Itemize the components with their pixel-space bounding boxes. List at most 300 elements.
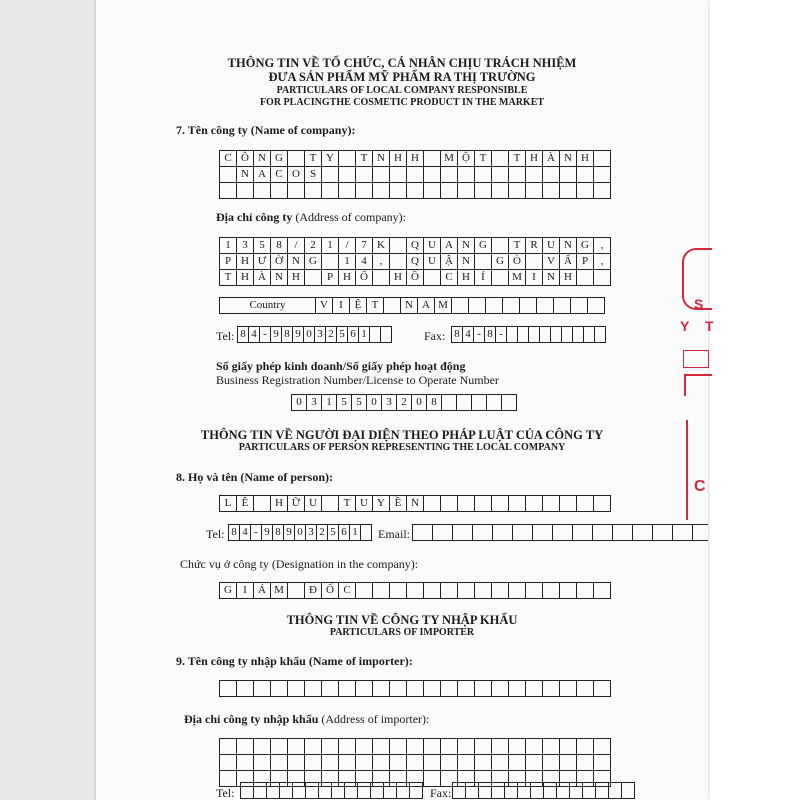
char-box: [339, 167, 356, 183]
char-box: N: [543, 270, 560, 286]
char-box: [271, 183, 288, 199]
char-box: 3: [315, 327, 326, 343]
section-title-en-2: FOR PLACINGTHE COSMETIC PRODUCT IN THE MARKET: [259, 97, 545, 108]
char-box: [356, 167, 373, 183]
char-box: [475, 167, 492, 183]
char-box: N: [407, 496, 424, 512]
char-box: 7: [356, 238, 373, 254]
char-box: [475, 681, 492, 697]
char-box: 8: [271, 238, 288, 254]
char-box: [594, 755, 611, 771]
char-box: N: [560, 151, 577, 167]
char-box: [322, 254, 339, 270]
char-box: [373, 681, 390, 697]
char-box: [293, 783, 306, 799]
char-box: Ê: [237, 496, 254, 512]
section-title-vi-2: ĐƯA SẢN PHẨM MỸ PHẨM RA THỊ TRƯỜNG: [268, 70, 536, 84]
char-box: [442, 395, 457, 411]
char-box: T: [475, 151, 492, 167]
char-box: [390, 254, 407, 270]
char-box: 9: [271, 327, 282, 343]
char-box: [505, 783, 518, 799]
char-box: Ò: [509, 254, 526, 270]
char-box: 6: [348, 327, 359, 343]
char-box: Q: [407, 254, 424, 270]
char-box: ,: [594, 238, 611, 254]
char-box: Q: [407, 238, 424, 254]
char-box: G: [492, 254, 509, 270]
red-seal-text-1: S: [694, 296, 704, 312]
char-box: [384, 298, 401, 314]
char-box: G: [220, 583, 237, 599]
char-box: [594, 681, 611, 697]
char-box: T: [339, 496, 356, 512]
char-box: H: [237, 254, 254, 270]
char-box: N: [560, 238, 577, 254]
char-box: [529, 327, 540, 343]
char-box: [339, 183, 356, 199]
char-box: [237, 739, 254, 755]
char-box: V: [543, 254, 560, 270]
char-box: 1: [339, 254, 356, 270]
char-box: N: [373, 151, 390, 167]
char-box: H: [390, 270, 407, 286]
char-box: [573, 525, 593, 541]
char-box: I: [526, 270, 543, 286]
char-box: [526, 681, 543, 697]
char-box: T: [509, 151, 526, 167]
char-box: Ư: [254, 254, 271, 270]
char-box: [458, 183, 475, 199]
char-box: [503, 298, 520, 314]
license-label-vi: Số giấy phép kinh doanh/Số giấy phép hoạt động: [216, 359, 466, 373]
char-box: [458, 681, 475, 697]
char-box: [220, 183, 237, 199]
char-box: [475, 739, 492, 755]
char-box: [492, 238, 509, 254]
char-box: [441, 681, 458, 697]
char-box: [543, 755, 560, 771]
char-box: M: [435, 298, 452, 314]
char-box: [322, 496, 339, 512]
char-box: Ấ: [560, 254, 577, 270]
char-box: [322, 681, 339, 697]
char-box: [609, 783, 622, 799]
char-box: [577, 496, 594, 512]
char-box: T: [356, 151, 373, 167]
char-box: [537, 298, 554, 314]
char-box: [533, 525, 553, 541]
char-box: [509, 183, 526, 199]
char-box: Y: [322, 151, 339, 167]
char-box: [594, 583, 611, 599]
char-box: [452, 298, 469, 314]
char-box: Ồ: [407, 270, 424, 286]
char-box: O: [288, 167, 305, 183]
char-box: Ố: [322, 583, 339, 599]
char-box: [271, 681, 288, 697]
form-page: [96, 0, 708, 800]
red-seal-box: [683, 350, 709, 368]
char-box: L: [220, 496, 237, 512]
red-seal-text-3: C: [694, 478, 706, 495]
char-box: Í: [475, 270, 492, 286]
company-address-label: Địa chỉ công ty (Address of company):: [216, 210, 406, 224]
char-box: G: [577, 238, 594, 254]
fax-label: Fax:: [424, 329, 446, 343]
license-number-field[interactable]: [291, 394, 517, 411]
char-box: [280, 783, 293, 799]
char-box: [502, 395, 517, 411]
char-box: [424, 270, 441, 286]
char-box: S: [305, 167, 322, 183]
char-box: H: [407, 151, 424, 167]
importer-address-grid[interactable]: [219, 738, 611, 787]
char-box: 0: [412, 395, 427, 411]
char-box: [560, 739, 577, 755]
char-box: [453, 525, 473, 541]
char-box: [492, 270, 509, 286]
char-box: [475, 183, 492, 199]
char-box: 5: [254, 238, 271, 254]
char-box: [653, 525, 673, 541]
char-box: [472, 395, 487, 411]
char-box: T: [509, 238, 526, 254]
char-box: [441, 583, 458, 599]
char-box: [458, 496, 475, 512]
char-box: [507, 327, 518, 343]
char-box: [433, 525, 453, 541]
importer-name-label: 9. Tên công ty nhập khẩu (Name of importer):: [176, 654, 413, 668]
char-box: H: [526, 151, 543, 167]
char-box: [390, 167, 407, 183]
char-box: [306, 783, 319, 799]
char-box: [492, 783, 505, 799]
char-box: [551, 327, 562, 343]
char-box: 2: [317, 525, 328, 541]
char-box: [475, 583, 492, 599]
char-box: [633, 525, 653, 541]
char-box: 4: [463, 327, 474, 343]
char-box: R: [526, 238, 543, 254]
char-box: I: [237, 583, 254, 599]
importer-fax-label: Fax:: [430, 786, 452, 800]
char-box: 1: [350, 525, 361, 541]
char-box: [305, 739, 322, 755]
char-box: M: [271, 583, 288, 599]
char-box: [594, 183, 611, 199]
company-address-grid[interactable]: [219, 237, 611, 286]
char-box: [390, 755, 407, 771]
char-box: [673, 525, 693, 541]
char-box: [526, 183, 543, 199]
char-box: [424, 183, 441, 199]
char-box: [370, 327, 381, 343]
char-box: N: [237, 167, 254, 183]
char-box: C: [271, 167, 288, 183]
char-box: P: [220, 254, 237, 270]
char-box: [543, 739, 560, 755]
char-box: [458, 739, 475, 755]
char-box: A: [441, 238, 458, 254]
char-box: [493, 525, 513, 541]
char-box: [322, 183, 339, 199]
char-box: [254, 739, 271, 755]
red-seal-arc: [684, 374, 712, 396]
char-box: [424, 496, 441, 512]
char-box: -: [260, 327, 271, 343]
char-box: [577, 183, 594, 199]
person-section-title-en: PARTICULARS OF PERSON REPRESENTING THE LOCAL COMPANY: [238, 442, 566, 453]
char-box: U: [356, 496, 373, 512]
char-box: [553, 525, 573, 541]
char-box: [458, 583, 475, 599]
tel-field[interactable]: [237, 326, 392, 343]
char-box: [356, 755, 373, 771]
importer-tel-field[interactable]: [240, 782, 423, 799]
char-box: Ậ: [441, 254, 458, 270]
tel-label: Tel:: [216, 329, 235, 343]
char-box: [594, 739, 611, 755]
char-box: [339, 151, 356, 167]
char-box: C: [441, 270, 458, 286]
char-box: [584, 327, 595, 343]
fax-field[interactable]: [451, 326, 606, 343]
char-box: [526, 254, 543, 270]
char-box: [237, 183, 254, 199]
char-box: H: [339, 270, 356, 286]
char-box: 1: [322, 238, 339, 254]
char-box: [413, 525, 433, 541]
char-box: 6: [339, 525, 350, 541]
char-box: [397, 783, 410, 799]
char-box: Ờ: [271, 254, 288, 270]
char-box: -: [251, 525, 262, 541]
char-box: 3: [307, 395, 322, 411]
char-box: /: [288, 238, 305, 254]
char-box: [560, 183, 577, 199]
char-box: N: [458, 254, 475, 270]
char-box: [407, 583, 424, 599]
char-box: M: [441, 151, 458, 167]
importer-fax-field[interactable]: [452, 782, 635, 799]
char-box: [458, 755, 475, 771]
char-box: V: [316, 298, 333, 314]
char-box: [288, 151, 305, 167]
country-label: Country: [220, 298, 316, 314]
char-box: [492, 496, 509, 512]
char-box: [390, 238, 407, 254]
char-box: [288, 755, 305, 771]
char-box: [518, 327, 529, 343]
char-box: [390, 183, 407, 199]
char-box: [220, 167, 237, 183]
char-box: [492, 167, 509, 183]
char-box: K: [373, 238, 390, 254]
char-box: 2: [397, 395, 412, 411]
char-box: C: [220, 151, 237, 167]
char-box: [509, 739, 526, 755]
char-box: Ữ: [288, 496, 305, 512]
char-box: 0: [304, 327, 315, 343]
char-box: [560, 583, 577, 599]
char-box: Y: [373, 496, 390, 512]
char-box: [693, 525, 708, 541]
char-box: [473, 525, 493, 541]
char-box: [492, 183, 509, 199]
char-box: [390, 739, 407, 755]
char-box: [390, 583, 407, 599]
char-box: [475, 755, 492, 771]
char-box: [475, 496, 492, 512]
char-box: 2: [326, 327, 337, 343]
char-box: [345, 783, 358, 799]
char-box: [361, 525, 372, 541]
char-box: 8: [273, 525, 284, 541]
char-box: [526, 167, 543, 183]
char-box: [543, 681, 560, 697]
char-box: [486, 298, 503, 314]
char-box: [540, 327, 551, 343]
importer-tel-label: Tel:: [216, 786, 235, 800]
char-box: [492, 583, 509, 599]
char-box: [288, 681, 305, 697]
char-box: H: [560, 270, 577, 286]
char-box: 5: [337, 395, 352, 411]
char-box: [373, 183, 390, 199]
char-box: 8: [427, 395, 442, 411]
license-label-en: Business Registration Number/License to Operate Number: [216, 373, 499, 387]
char-box: [322, 755, 339, 771]
char-box: [509, 496, 526, 512]
char-box: [288, 183, 305, 199]
person-section-title-vi: THÔNG TIN VỀ NGƯỜI ĐẠI DIỆN THEO PHÁP LUẬT CỦA CÔNG TY: [200, 428, 604, 442]
company-name-label: 7. Tên công ty (Name of company):: [176, 123, 356, 137]
char-box: T: [367, 298, 384, 314]
char-box: [371, 783, 384, 799]
char-box: 8: [229, 525, 240, 541]
red-seal-strip: [686, 420, 710, 520]
char-box: [319, 783, 332, 799]
char-box: [520, 298, 537, 314]
char-box: [492, 755, 509, 771]
char-box: 3: [306, 525, 317, 541]
char-box: U: [305, 496, 322, 512]
char-box: M: [509, 270, 526, 286]
importer-section-title-en: PARTICULARS OF IMPORTER: [329, 627, 475, 638]
char-box: P: [577, 254, 594, 270]
char-box: [356, 183, 373, 199]
char-box: -: [496, 327, 507, 343]
country-field[interactable]: [219, 297, 605, 314]
char-box: [220, 739, 237, 755]
char-box: C: [339, 583, 356, 599]
char-box: 8: [238, 327, 249, 343]
char-box: [441, 167, 458, 183]
char-box: [373, 583, 390, 599]
char-box: G: [271, 151, 288, 167]
char-box: 0: [367, 395, 382, 411]
char-box: [373, 739, 390, 755]
char-box: ,: [594, 254, 611, 270]
char-box: 5: [328, 525, 339, 541]
char-box: [526, 583, 543, 599]
char-box: A: [418, 298, 435, 314]
designation-label: Chức vụ ở công ty (Designation in the company):: [180, 557, 419, 571]
char-box: [441, 496, 458, 512]
char-box: [358, 783, 371, 799]
char-box: N: [288, 254, 305, 270]
importer-name-field[interactable]: [219, 680, 611, 697]
char-box: [492, 739, 509, 755]
char-box: [356, 739, 373, 755]
char-box: 0: [295, 525, 306, 541]
char-box: [583, 783, 596, 799]
char-box: Ố: [356, 270, 373, 286]
char-box: ,: [373, 254, 390, 270]
char-box: [594, 496, 611, 512]
email-label: Email:: [378, 527, 410, 541]
char-box: H: [237, 270, 254, 286]
char-box: -: [474, 327, 485, 343]
char-box: [518, 783, 531, 799]
designation-field[interactable]: [219, 582, 611, 599]
char-box: Đ: [305, 583, 322, 599]
char-box: [254, 183, 271, 199]
person-tel-field[interactable]: [228, 524, 372, 541]
char-box: 3: [237, 238, 254, 254]
company-name-grid[interactable]: [219, 150, 611, 199]
char-box: [526, 496, 543, 512]
scan-margin: [708, 0, 800, 800]
char-box: [305, 755, 322, 771]
char-box: [577, 270, 594, 286]
char-box: [543, 183, 560, 199]
char-box: [305, 681, 322, 697]
char-box: 1: [322, 395, 337, 411]
char-box: [509, 755, 526, 771]
person-name-field[interactable]: [219, 495, 611, 512]
char-box: [594, 151, 611, 167]
char-box: U: [543, 238, 560, 254]
char-box: [322, 167, 339, 183]
char-box: [424, 167, 441, 183]
email-field[interactable]: [412, 524, 708, 541]
char-box: H: [271, 496, 288, 512]
char-box: [613, 525, 633, 541]
char-box: [407, 167, 424, 183]
char-box: [271, 755, 288, 771]
char-box: [577, 739, 594, 755]
char-box: 8: [485, 327, 496, 343]
char-box: [593, 525, 613, 541]
char-box: [373, 270, 390, 286]
char-box: [237, 681, 254, 697]
char-box: [543, 583, 560, 599]
char-box: [267, 783, 280, 799]
char-box: [557, 783, 570, 799]
char-box: [526, 755, 543, 771]
char-box: [384, 783, 397, 799]
char-box: [526, 739, 543, 755]
section-title-vi-1: THÔNG TIN VỀ TỔ CHỨC, CÁ NHÂN CHỊU TRÁCH NHIỆM: [227, 56, 577, 70]
char-box: [560, 681, 577, 697]
char-box: Ệ: [350, 298, 367, 314]
char-box: [479, 783, 492, 799]
char-box: N: [254, 151, 271, 167]
char-box: 9: [284, 525, 295, 541]
char-box: 5: [352, 395, 367, 411]
